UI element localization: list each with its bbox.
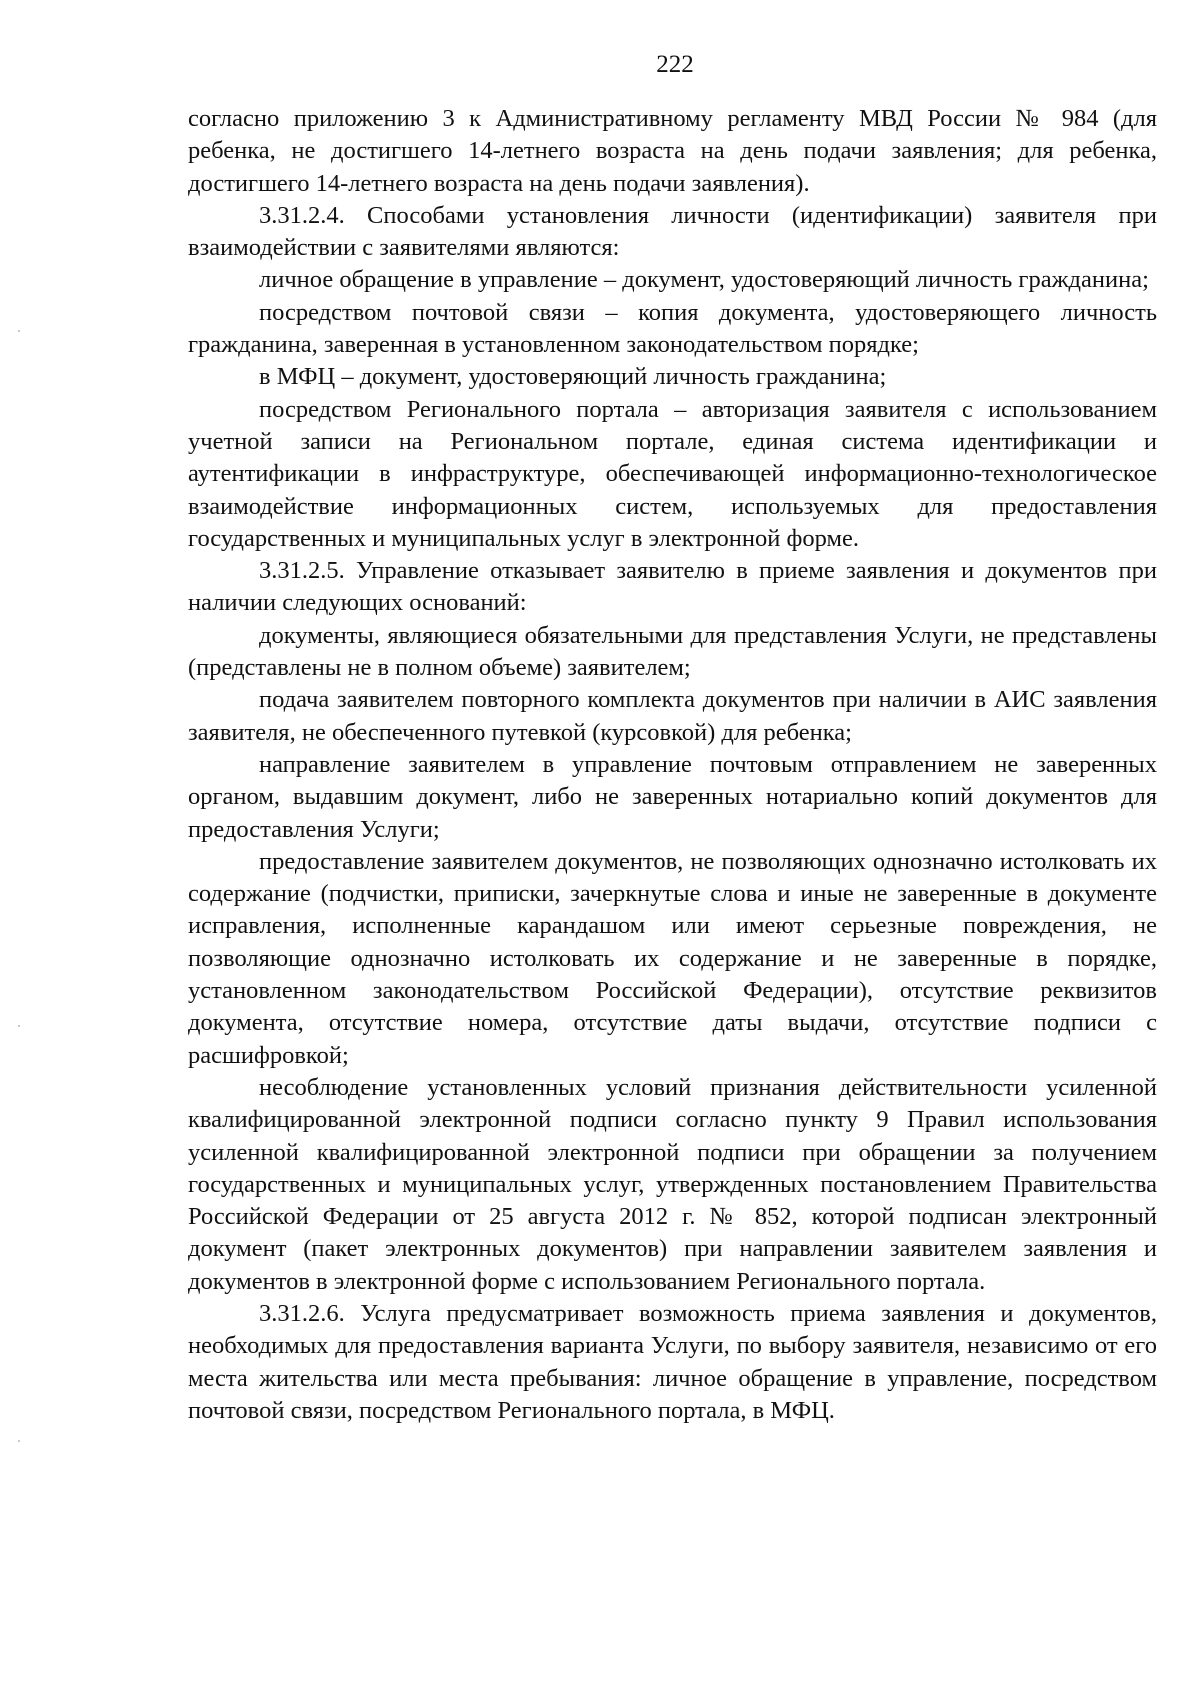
list-item-regional-portal: посредством Регионального портала – авторизация заявителя с использованием учетной записи на Региональном портале, единая система идентификации и аутентификации в инфраструктуре, обеспечивающей информационно-технологическое взаимодействие информационных систем, используемых для предоставления государственных и муниципальных услуг в электронной форме. bbox=[188, 395, 1157, 552]
list-item-repeat-submission: подача заявителем повторного комплекта документов при наличии в АИС заявления заявителя, не обеспеченного путевкой (курсовкой) для ребенка; bbox=[188, 686, 1157, 746]
list-item-uncertified-copies: направление заявителем в управление почтовым отправлением не заверенных органом, выдавшим документ, либо не заверенных нотариально копий документов для предоставления Услуги; bbox=[188, 750, 1157, 843]
scan-margin-mark bbox=[18, 1025, 20, 1027]
scan-margin-mark bbox=[18, 330, 20, 332]
list-item-ambiguous-documents: предоставление заявителем документов, не позволяющих однозначно истолковать их содержание (подчистки, приписки, зачеркнутые слова и иные не заверенные в документе исправления, исполненные карандашом или имеют серьезные повреждения, не позволяющие однозначно истолковать их содержание и не заверенные в порядке, установленном законодательством Российской Федерации), отсутствие реквизитов документа, отсутствие номера, отсутствие даты выдачи, отсутствие подписи с расшифровкой; bbox=[188, 847, 1157, 1069]
page-number: 222 bbox=[656, 51, 694, 78]
list-item-personal-visit: личное обращение в управление – документ, удостоверяющий личность гражданина; bbox=[259, 266, 1149, 294]
list-item-signature-noncompliance: несоблюдение установленных условий признания действительности усиленной квалифицированной электронной подписи согласно пункту 9 Правил использования усиленной квалифицированной электронной подписи при обращении за получением государственных и муниципальных услуг, утвержденных постановлением Правительства Российской Федерации от 25 августа 2012 г. № 852, которой подписан электронный документ (пакет электронных документов) при направлении заявителем заявления и документов в электронной форме с использованием Регионального портала. bbox=[188, 1073, 1157, 1295]
document-body bbox=[188, 103, 1157, 1427]
paragraph-clause-3-31-2-4: 3.31.2.4. Способами установления личности (идентификации) заявителя при взаимодействии с заявителями являются: bbox=[188, 201, 1157, 262]
scan-margin-mark bbox=[18, 1440, 20, 1442]
list-item-postal: посредством почтовой связи – копия документа, удостоверяющего личность гражданина, заверенная в установленном законодательством порядке; bbox=[188, 298, 1157, 359]
paragraph-continuation: согласно приложению 3 к Административному регламенту МВД России № 984 (для ребенка, не достигшего 14-летнего возраста на день подачи заявления; для ребенка, достигшего 14-летнего возраста на день подачи заявления). bbox=[188, 105, 1157, 197]
paragraph-clause-3-31-2-6: 3.31.2.6. Услуга предусматривает возможность приема заявления и документов, необходимых для предоставления варианта Услуги, по выбору заявителя, независимо от его места жительства или места пребывания: личное обращение в управление, посредством почтовой связи, посредством Регионального портала, в МФЦ. bbox=[188, 1299, 1157, 1424]
paragraph-clause-3-31-2-5: 3.31.2.5. Управление отказывает заявителю в приеме заявления и документов при наличии следующих оснований: bbox=[188, 557, 1157, 617]
list-item-mfc: в МФЦ – документ, удостоверяющий личность гражданина; bbox=[259, 363, 887, 391]
list-item-documents-missing: документы, являющиеся обязательными для представления Услуги, не представлены (представлены не в полном объеме) заявителем; bbox=[188, 621, 1157, 682]
